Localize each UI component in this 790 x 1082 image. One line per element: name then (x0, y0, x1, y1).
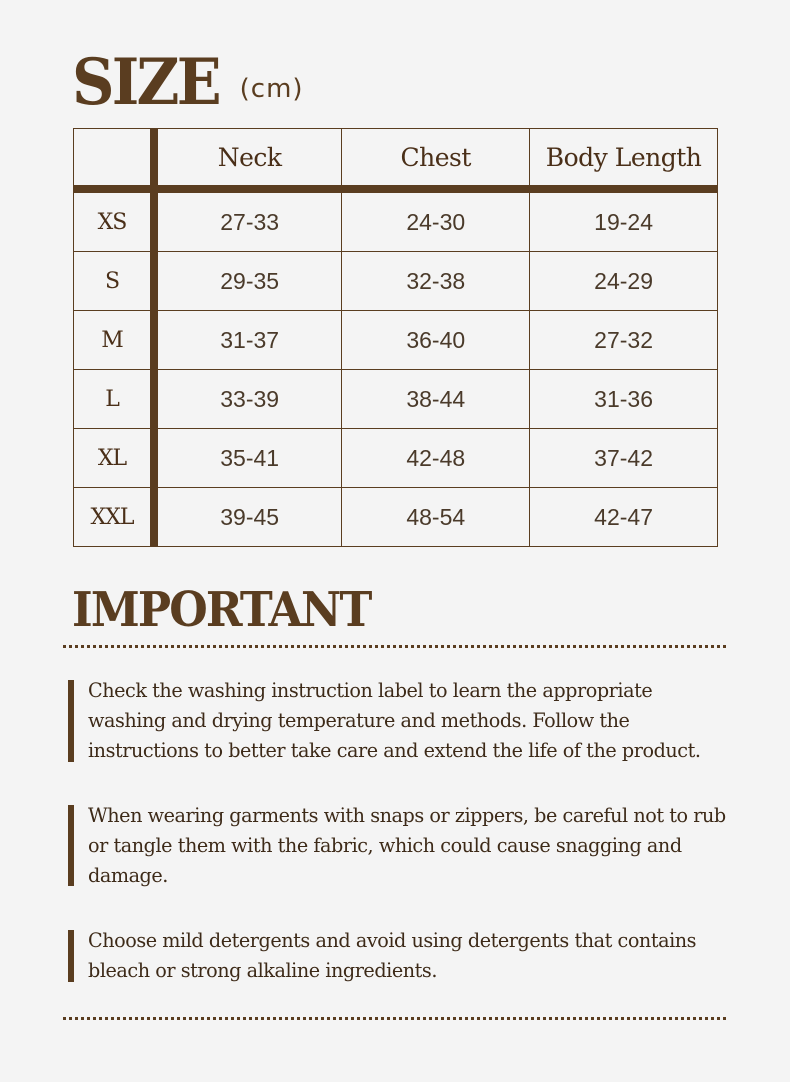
table-row (74, 429, 718, 488)
care-note-3 (68, 930, 728, 982)
body-length-value: 31-36 (530, 370, 718, 429)
body-length-value: 37-42 (530, 429, 718, 488)
neck-value: 29-35 (154, 252, 342, 311)
table-row (74, 370, 718, 429)
chest-value: 32-38 (342, 252, 530, 311)
table-row (74, 311, 718, 370)
note-accent-bar (68, 680, 74, 762)
care-note-1 (68, 680, 728, 762)
size-label: XXL (74, 488, 155, 547)
chest-value: 48-54 (342, 488, 530, 547)
size-label: XS (74, 189, 155, 252)
size-title (72, 44, 304, 120)
table-header-row (74, 129, 718, 190)
note-text: Choose mild detergents and avoid using detergents that contains bleach or strong alkaline ingredients. (88, 929, 697, 982)
dotted-divider-bottom (63, 1017, 726, 1020)
chest-value: 38-44 (342, 370, 530, 429)
note-accent-bar (68, 805, 74, 886)
size-unit: (cm) (239, 74, 304, 104)
note-text: Check the washing instruction label to learn the appropriate washing and drying temperature and methods. Follow the instructions to better take care and extend the life of the product. (88, 679, 701, 762)
table-row (74, 488, 718, 547)
body-length-value: 19-24 (530, 189, 718, 252)
chest-value: 36-40 (342, 311, 530, 370)
body-length-value: 42-47 (530, 488, 718, 547)
neck-value: 31-37 (154, 311, 342, 370)
neck-value: 39-45 (154, 488, 342, 547)
table-row (74, 252, 718, 311)
neck-value: 33-39 (154, 370, 342, 429)
header-size-cell (74, 129, 155, 190)
dotted-divider-top (63, 645, 726, 648)
body-length-value: 27-32 (530, 311, 718, 370)
note-text: When wearing garments with snaps or zippers, be careful not to rub or tangle them with the fabric, which could cause snagging and damage. (88, 804, 726, 887)
table-row (74, 189, 718, 252)
size-heading: SIZE (72, 45, 219, 120)
body-length-value: 24-29 (530, 252, 718, 311)
header-chest: Chest (342, 129, 530, 190)
size-label: XL (74, 429, 155, 488)
header-body-length: Body Length (530, 129, 718, 190)
important-heading: IMPORTANT (72, 582, 371, 638)
size-label: S (74, 252, 155, 311)
care-note-2 (68, 805, 728, 886)
neck-value: 27-33 (154, 189, 342, 252)
neck-value: 35-41 (154, 429, 342, 488)
size-table (73, 128, 718, 547)
chest-value: 42-48 (342, 429, 530, 488)
header-neck: Neck (154, 129, 342, 190)
note-accent-bar (68, 930, 74, 982)
size-label: M (74, 311, 155, 370)
chest-value: 24-30 (342, 189, 530, 252)
size-label: L (74, 370, 155, 429)
